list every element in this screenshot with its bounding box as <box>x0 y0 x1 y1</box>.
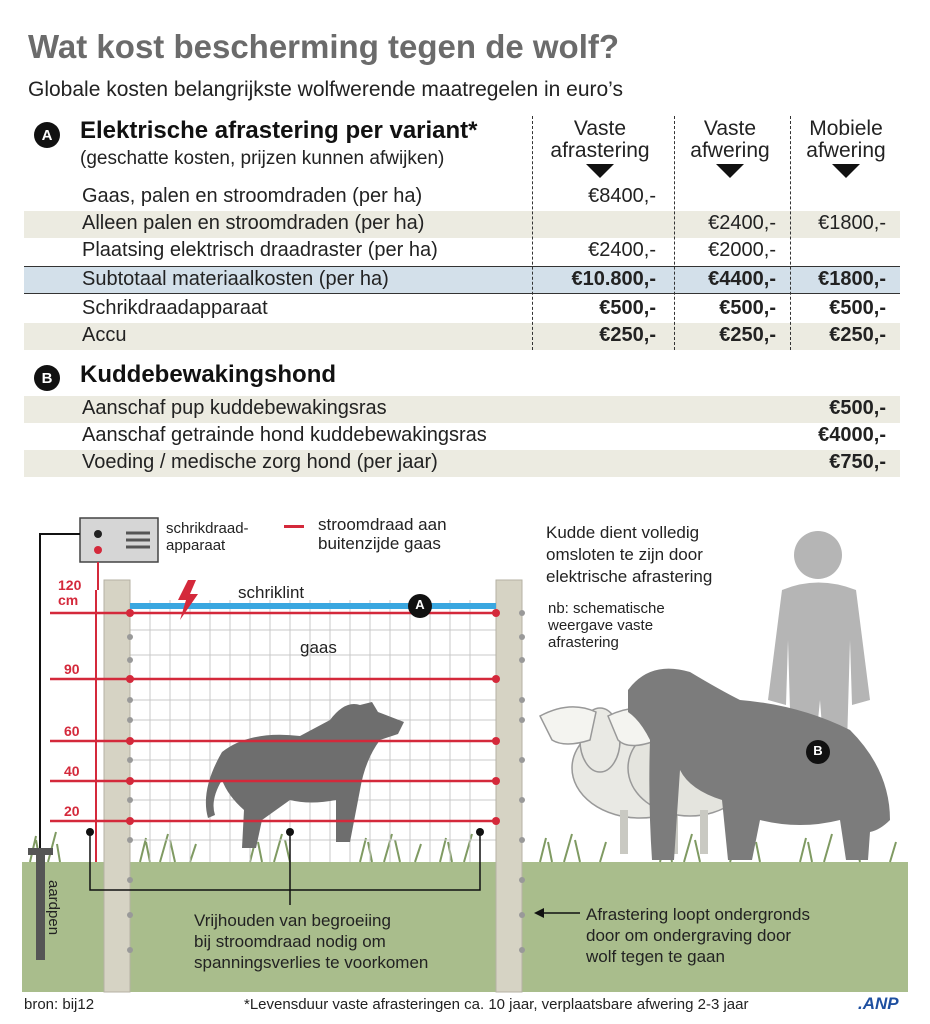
section-a-title: Elektrische afrastering per variant* <box>80 117 478 144</box>
schematic-note-line: afrastering <box>548 634 619 651</box>
fence-post-left <box>104 580 130 992</box>
row-value: €10.800,- <box>571 268 656 290</box>
column-header-line: afwering <box>690 139 770 162</box>
flock-note-line: elektrische afrastering <box>546 567 713 586</box>
row-value: €250,- <box>719 324 776 346</box>
grass-tufts <box>30 832 896 862</box>
row-value: €8400,- <box>588 185 656 207</box>
table-row <box>24 323 900 350</box>
row-value: €1800,- <box>818 212 886 234</box>
column-arrow-icon <box>832 164 860 178</box>
column-header-vaste-afwering <box>670 118 790 162</box>
page-subtitle: Globale kosten belangrijkste wolfwerende maatregelen in euro’s <box>28 78 623 101</box>
row-value: €750,- <box>829 451 886 473</box>
underground-note-line: door om ondergraving door <box>586 926 792 945</box>
row-value: €2400,- <box>708 212 776 234</box>
anp-logo: .ANP <box>858 994 899 1013</box>
fence-post-right <box>496 580 522 992</box>
source-credit: bron: bij12 <box>24 996 95 1013</box>
row-label: Plaatsing elektrisch draadraster (per ha) <box>82 239 438 261</box>
row-value: €250,- <box>829 324 886 346</box>
table-row <box>24 238 900 265</box>
schematic-note-line: nb: schematische <box>548 600 665 617</box>
device-terminal-black <box>94 530 102 538</box>
section-a-note: (geschatte kosten, prijzen kunnen afwijken) <box>80 148 445 169</box>
column-arrow-icon <box>586 164 614 178</box>
row-value: €500,- <box>829 297 886 319</box>
wolf-silhouette <box>206 702 404 848</box>
column-header-mobiele-afwering <box>786 118 906 162</box>
column-header-line: afrastering <box>550 139 650 162</box>
row-value: €4000,- <box>818 424 886 446</box>
row-value: €500,- <box>599 297 656 319</box>
row-label: Alleen palen en stroomdraden (per ha) <box>82 212 425 234</box>
table-row <box>24 211 900 238</box>
underground-note-line: Afrastering loopt ondergronds <box>586 905 810 924</box>
schematic-note <box>548 600 665 651</box>
table-row <box>24 450 900 477</box>
flock-note <box>546 522 712 588</box>
section-b-title: Kuddebewakingshond <box>80 361 337 388</box>
row-label: Schrikdraadapparaat <box>82 297 268 319</box>
column-header-line: afwering <box>806 139 886 162</box>
height-label-20: 20 <box>64 803 80 819</box>
wire-legend <box>318 515 447 553</box>
table-row <box>24 396 900 423</box>
row-value: €500,- <box>719 297 776 319</box>
column-header-line: Mobiele <box>809 117 883 140</box>
row-value: €4400,- <box>708 268 776 290</box>
table-row <box>24 296 900 323</box>
vegetation-note-line: bij stroomdraad nodig om <box>194 932 386 951</box>
row-value: €250,- <box>599 324 656 346</box>
ground-rod-cap <box>28 848 53 855</box>
row-label: Aanschaf pup kuddebewakingsras <box>82 397 387 419</box>
vegetation-note-line: Vrijhouden van begroeiing <box>194 911 391 930</box>
height-unit: cm <box>58 592 79 608</box>
row-value: €2000,- <box>708 239 776 261</box>
mesh-label: gaas <box>300 638 337 657</box>
row-value: €500,- <box>829 397 886 419</box>
height-label-90: 90 <box>64 661 80 677</box>
section-a-badge: A <box>34 122 60 148</box>
table-row <box>24 423 900 450</box>
flock-note-line: Kudde dient volledig <box>546 523 700 542</box>
guard-dog-silhouette <box>628 669 890 860</box>
column-divider <box>790 116 791 350</box>
legend-line: stroomdraad aan <box>318 515 447 534</box>
illustration-badge-a: A <box>415 597 425 612</box>
column-divider <box>532 116 533 350</box>
legend-wire-icon <box>284 525 304 528</box>
device-label-line: schrikdraad- <box>166 520 249 537</box>
vegetation-note <box>194 910 428 973</box>
schematic-note-line: weergave vaste <box>548 617 654 634</box>
ground-rod <box>36 850 45 960</box>
legend-line: buitenzijde gaas <box>318 534 441 553</box>
device-label <box>166 520 249 554</box>
device-terminal-red <box>94 546 102 554</box>
column-divider <box>674 116 675 350</box>
column-header-line: Vaste <box>703 117 757 140</box>
ground-rod-label: aardpen <box>45 880 62 936</box>
column-header-line: Vaste <box>573 117 627 140</box>
row-value: €2400,- <box>588 239 656 261</box>
section-b-badge: B <box>34 365 60 391</box>
row-value: €1800,- <box>818 268 886 290</box>
page-title: Wat kost bescherming tegen de wolf? <box>28 28 620 65</box>
height-label-40: 40 <box>64 763 80 779</box>
illustration-badge-b: B <box>813 743 823 758</box>
device-label-line: apparaat <box>166 537 226 554</box>
underground-note <box>586 904 810 967</box>
underground-note-line: wolf tegen te gaan <box>586 947 725 966</box>
flock-note-line: omsloten te zijn door <box>546 545 703 564</box>
footnote: *Levensduur vaste afrasteringen ca. 10 jaar, verplaatsbare afwering 2-3 jaar <box>244 996 749 1013</box>
row-label: Subtotaal materiaalkosten (per ha) <box>82 268 389 290</box>
vegetation-note-line: spanningsverlies te voorkomen <box>194 953 429 972</box>
row-label: Voeding / medische zorg hond (per jaar) <box>82 451 438 473</box>
tape-label: schriklint <box>238 583 305 602</box>
column-header-vaste-afrastering <box>540 118 660 162</box>
row-label: Aanschaf getrainde hond kuddebewakingsras <box>82 424 487 446</box>
height-value: 120 <box>58 577 82 593</box>
row-label: Gaas, palen en stroomdraden (per ha) <box>82 185 423 207</box>
column-arrow-icon <box>716 164 744 178</box>
height-label-60: 60 <box>64 723 80 739</box>
subtotal-row <box>24 266 900 294</box>
table-row <box>24 184 900 211</box>
height-label-120 <box>58 578 81 608</box>
row-label: Accu <box>82 324 127 346</box>
